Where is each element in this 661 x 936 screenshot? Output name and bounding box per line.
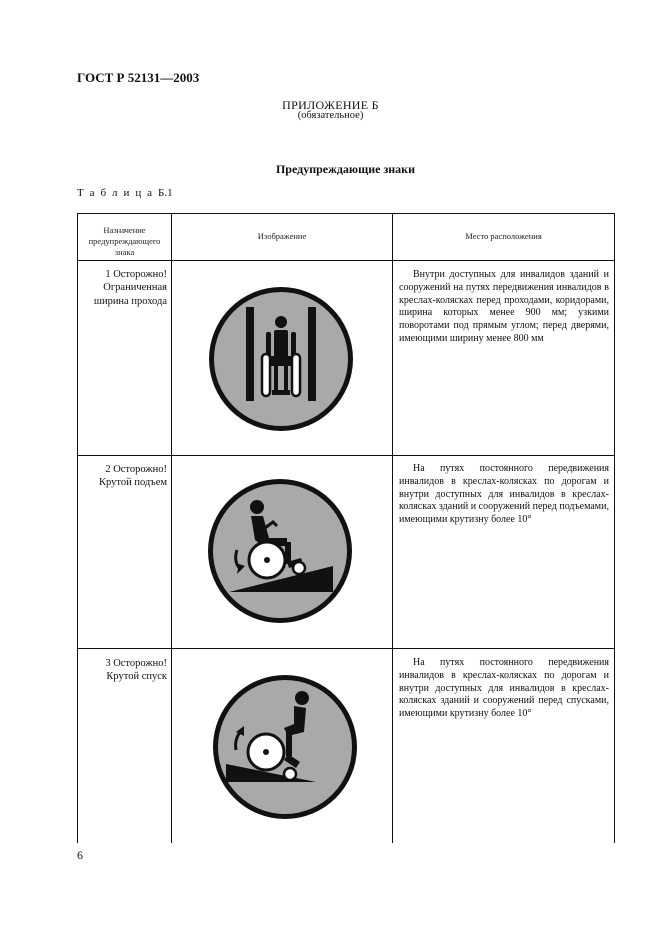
steep-descent-sign-icon	[208, 670, 362, 824]
table-top-border	[77, 213, 615, 214]
annex-title: ПРИЛОЖЕНИЕ Б	[282, 98, 379, 112]
row-2-left-border	[77, 455, 78, 649]
col-header-purpose: Назначение предупреждающего знака	[88, 225, 161, 257]
table-label	[77, 187, 173, 199]
page-number: 6	[77, 848, 83, 862]
row-2-purpose: 2 Осторожно! Крутой подъем	[99, 464, 167, 489]
table-right-border	[614, 213, 615, 843]
row-3-purpose: 3 Осторожно! Крутой спуск	[105, 658, 167, 683]
row-3-location: На путях постоянного передвижения инвалидов в креслах-колясках по дорогам и внутри доступных для инвалидов в креслах-колясках зданий и сооружений перед спусками, имеющими крутизну более 10°	[399, 657, 609, 720]
annex-status: (обязательное)	[297, 110, 364, 121]
col-header-location: Место расположения	[465, 231, 542, 241]
row-2-bottom-border	[77, 648, 615, 649]
table-col-divider-2	[392, 213, 393, 843]
row-2-location: На путях постоянного передвижения инвалидов в креслах-колясках по дорогам и внутри доступных для инвалидов в креслах-колясках зданий и сооружений перед подъемами, имеющими крутизну более 10°	[399, 463, 609, 526]
row-1-bottom-border	[77, 455, 615, 456]
row-1-purpose: 1 Осторожно! Ограниченная ширина прохода	[93, 269, 167, 307]
table-number: Б.1	[158, 187, 173, 199]
table-label-text: Т а б л и ц а	[77, 187, 154, 199]
row-3-left-border	[77, 648, 78, 843]
row-1-left-border	[77, 260, 78, 456]
narrow-passage-sign-icon	[204, 282, 358, 436]
table-header-border	[77, 260, 615, 261]
section-title: Предупреждающие знаки	[275, 162, 416, 176]
row-1-location: Внутри доступных для инвалидов зданий и сооружений на путях передвижения инвалидов в креслах-колясках перед проходами, коридорами, ширина которых менее 900 мм; узкими поворотами под прямым углом; перед дверями, имеющими ширину менее 800 мм	[399, 269, 609, 344]
steep-ascent-sign-icon	[203, 474, 357, 628]
standard-number: ГОСТ Р 52131—2003	[77, 70, 200, 85]
table-col-divider-1	[171, 213, 172, 843]
col-header-image: Изображение	[257, 231, 307, 241]
